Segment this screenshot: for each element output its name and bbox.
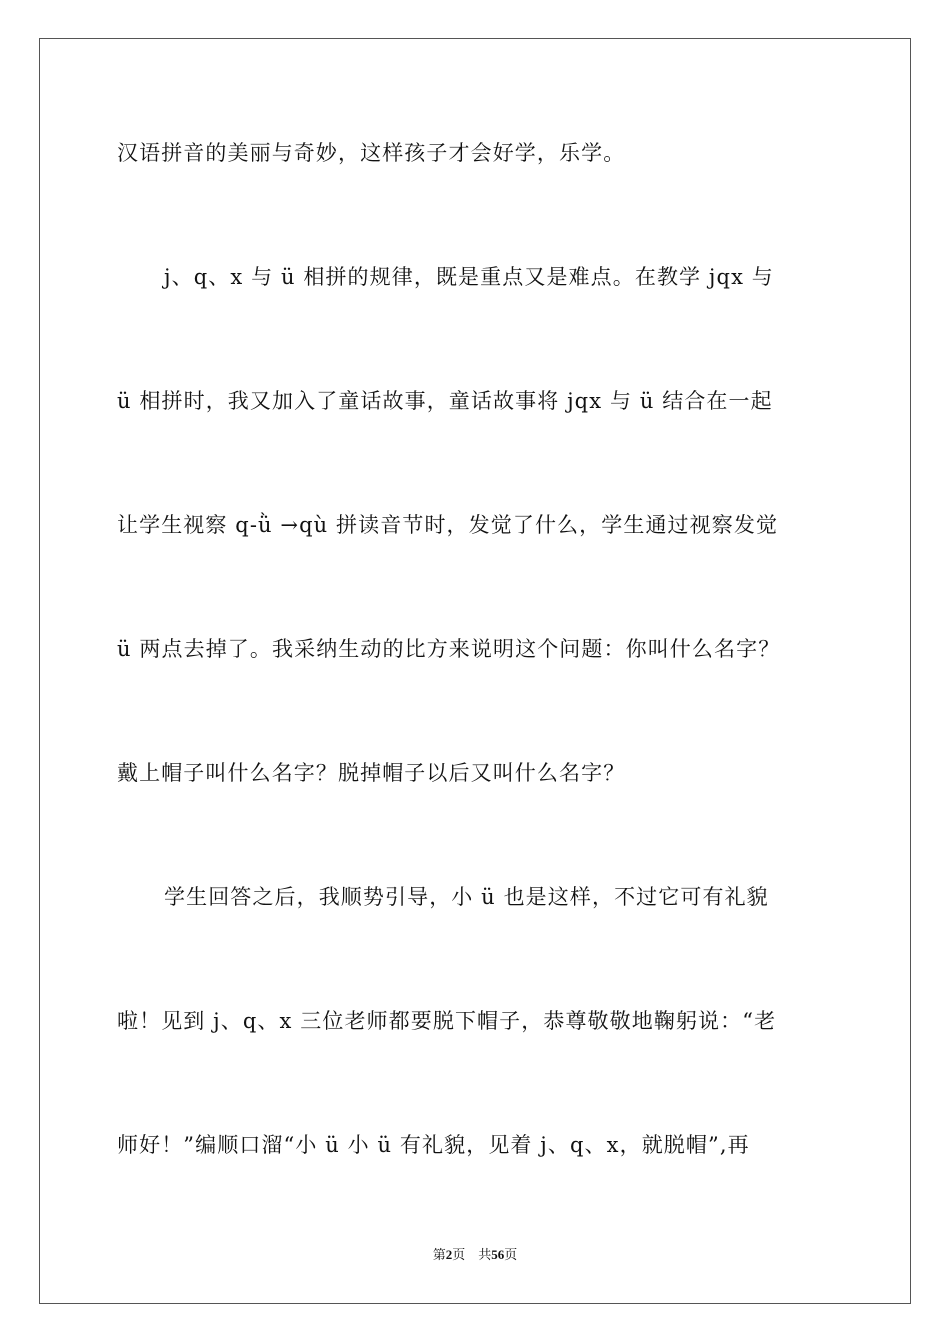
page-suffix: 页 (452, 1247, 466, 1262)
text-line-1: 汉语拼音的美丽与奇妙，这样孩子才会好学，乐学。 (117, 141, 626, 165)
page-number: 2 (445, 1247, 453, 1262)
text-line-4: 让学生视察 q-ǜ →qù 拼读音节时，发觉了什么，学生通过视察发觉 (117, 513, 779, 537)
page-prefix: 第 (432, 1247, 446, 1262)
total-pages: 56 (491, 1247, 505, 1262)
text-line-5: ü 两点去掉了。我采纳生动的比方来说明这个问题：你叫什么名字？ (117, 637, 781, 661)
text-line-7: 学生回答之后，我顺势引导，小 ü 也是这样，不过它可有礼貌 (164, 885, 769, 909)
text-line-6: 戴上帽子叫什么名字？脱掉帽子以后又叫什么名字？ (117, 761, 626, 785)
text-line-2: j、q、x 与 ü 相拼的规律，既是重点又是难点。在教学 jqx 与 (164, 265, 774, 289)
text-line-9: 师好！”编顺口溜“小 ü 小 ü 有礼貌，见着 j、q、x，就脱帽”,再 (117, 1133, 750, 1157)
text-line-3: ü 相拼时，我又加入了童话故事，童话故事将 jqx 与 ü 结合在一起 (117, 389, 773, 413)
page-footer (0, 1246, 950, 1264)
total-prefix: 共 (478, 1247, 492, 1262)
page-frame (39, 38, 911, 1304)
text-line-8: 啦！见到 j、q、x 三位老师都要脱下帽子，恭尊敬敬地鞠躬说：“老 (117, 1009, 777, 1033)
total-suffix: 页 (504, 1247, 518, 1262)
